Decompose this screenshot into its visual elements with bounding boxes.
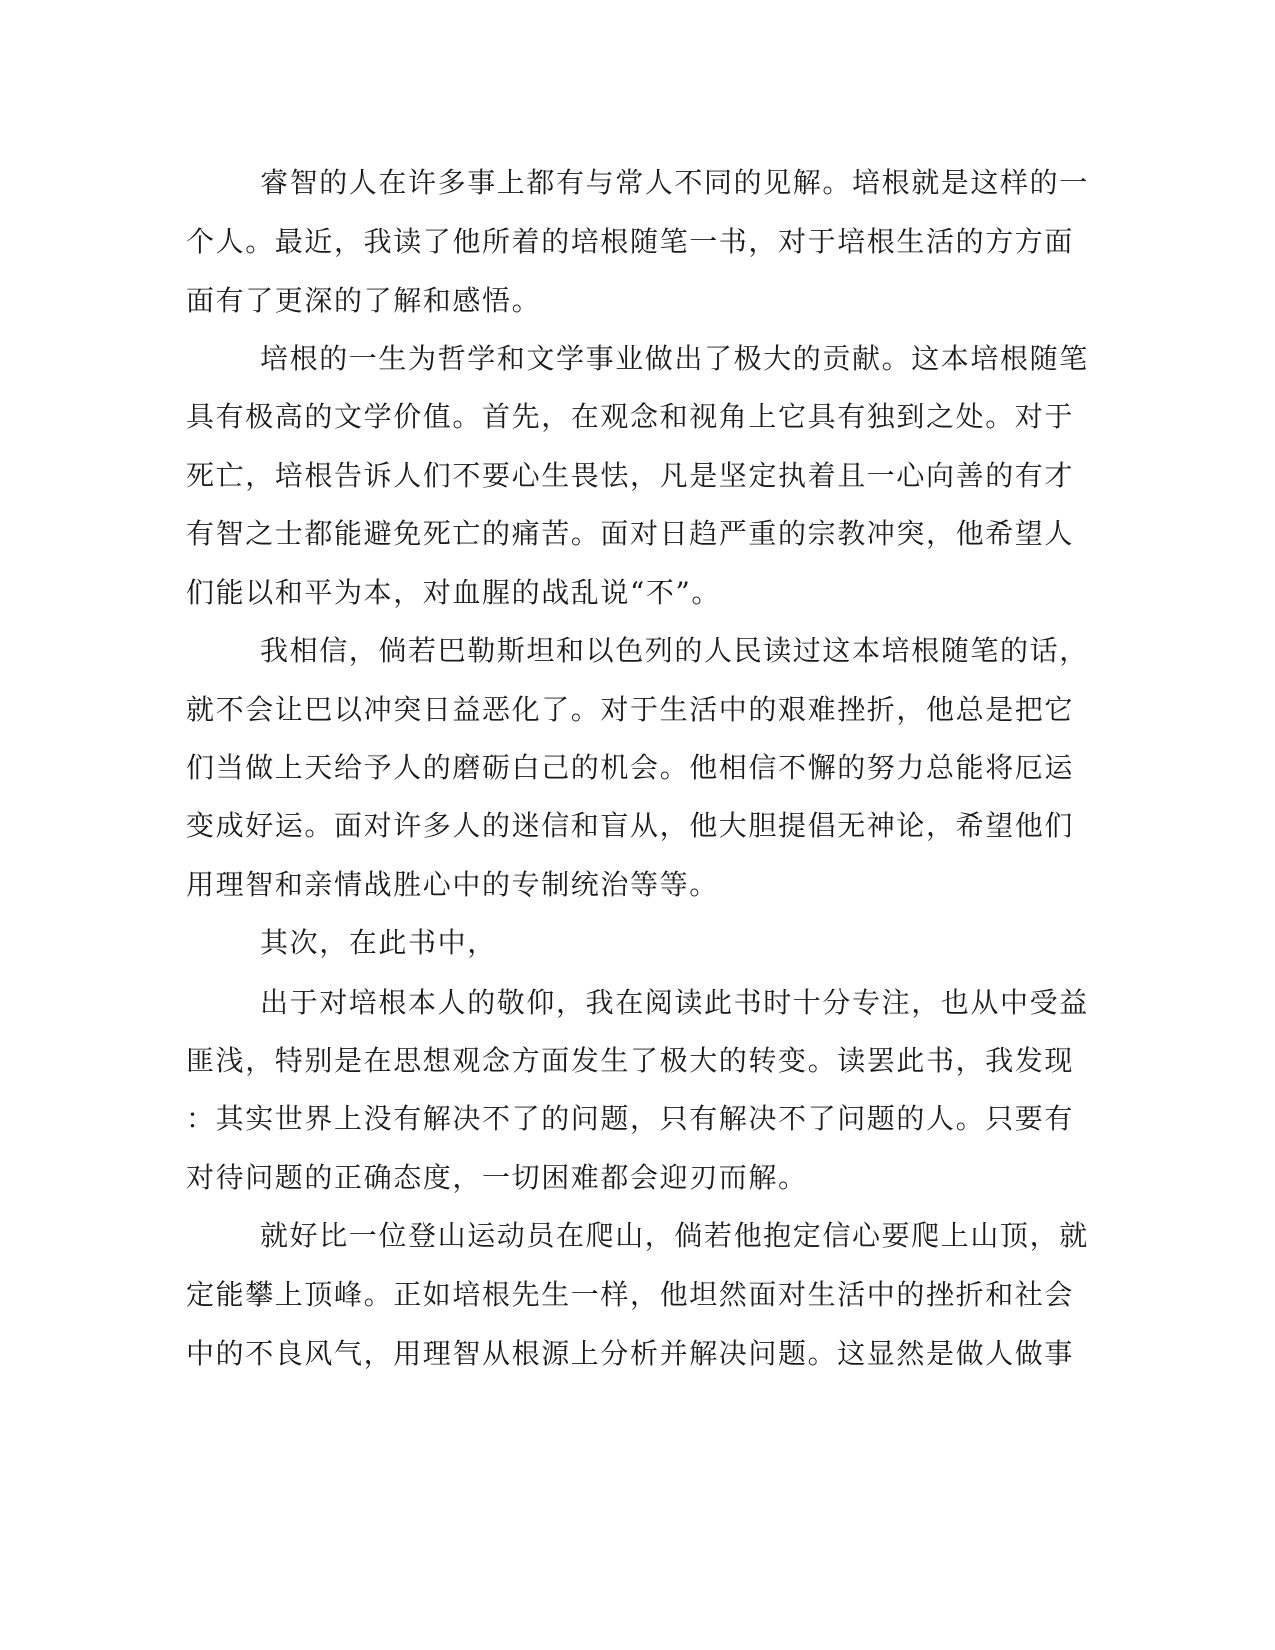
text-line: 出于对培根本人的敬仰，我在阅读此书时十分专注，也从中受益 — [260, 986, 1089, 1019]
text-line: 用理智和亲情战胜心中的专制统治等等。 — [186, 868, 719, 901]
text-line: 有智之士都能避免死亡的痛苦。面对日趋严重的宗教冲突，他希望人 — [186, 517, 1075, 550]
text-line: 们能以和平为本，对血腥的战乱说“不”。 — [186, 576, 722, 609]
text-line: 其次，在此书中， — [260, 926, 497, 959]
text-line: 匪浅，特别是在思想观念方面发生了极大的转变。读罢此书，我发现 — [186, 1044, 1075, 1077]
text-line: 就不会让巴以冲突日益恶化了。对于生活中的艰难挫折，他总是把它 — [186, 693, 1075, 726]
text-line: 睿智的人在许多事上都有与常人不同的见解。培根就是这样的一 — [260, 166, 1089, 199]
text-line: 面有了更深的了解和感悟。 — [186, 284, 542, 317]
text-line: 中的不良风气，用理智从根源上分析并解决问题。这显然是做人做事 — [186, 1337, 1075, 1370]
text-line: 们当做上天给予人的磨砺白己的机会。他相信不懈的努力总能将厄运 — [186, 751, 1075, 784]
text-line: 定能攀上顶峰。正如培根先生一样，他坦然面对生活中的挫折和社会 — [186, 1278, 1075, 1311]
text-line: 具有极高的文学价值。首先，在观念和视角上它具有独到之处。对于 — [186, 400, 1075, 433]
text-line: ：其实世界上没有解决不了的问题，只有解决不了问题的人。只要有 — [186, 1102, 1075, 1135]
text-line: 培根的一生为哲学和文学事业做出了极大的贡献。这本培根随笔 — [260, 342, 1089, 375]
text-line: 个人。最近，我读了他所着的培根随笔一书，对于培根生活的方方面 — [186, 225, 1075, 258]
text-line: 就好比一位登山运动员在爬山，倘若他抱定信心要爬上山顶，就 — [260, 1219, 1089, 1252]
text-line: 对待问题的正确态度，一切困难都会迎刃而解。 — [186, 1161, 808, 1194]
text-line: 我相信，倘若巴勒斯坦和以色列的人民读过这本培根随笔的话， — [260, 634, 1089, 667]
text-line: 变成好运。面对许多人的迷信和盲从，他大胆提倡无神论，希望他们 — [186, 809, 1075, 842]
text-line: 死亡，培根告诉人们不要心生畏怯，凡是坚定执着且一心向善的有才 — [186, 459, 1075, 492]
